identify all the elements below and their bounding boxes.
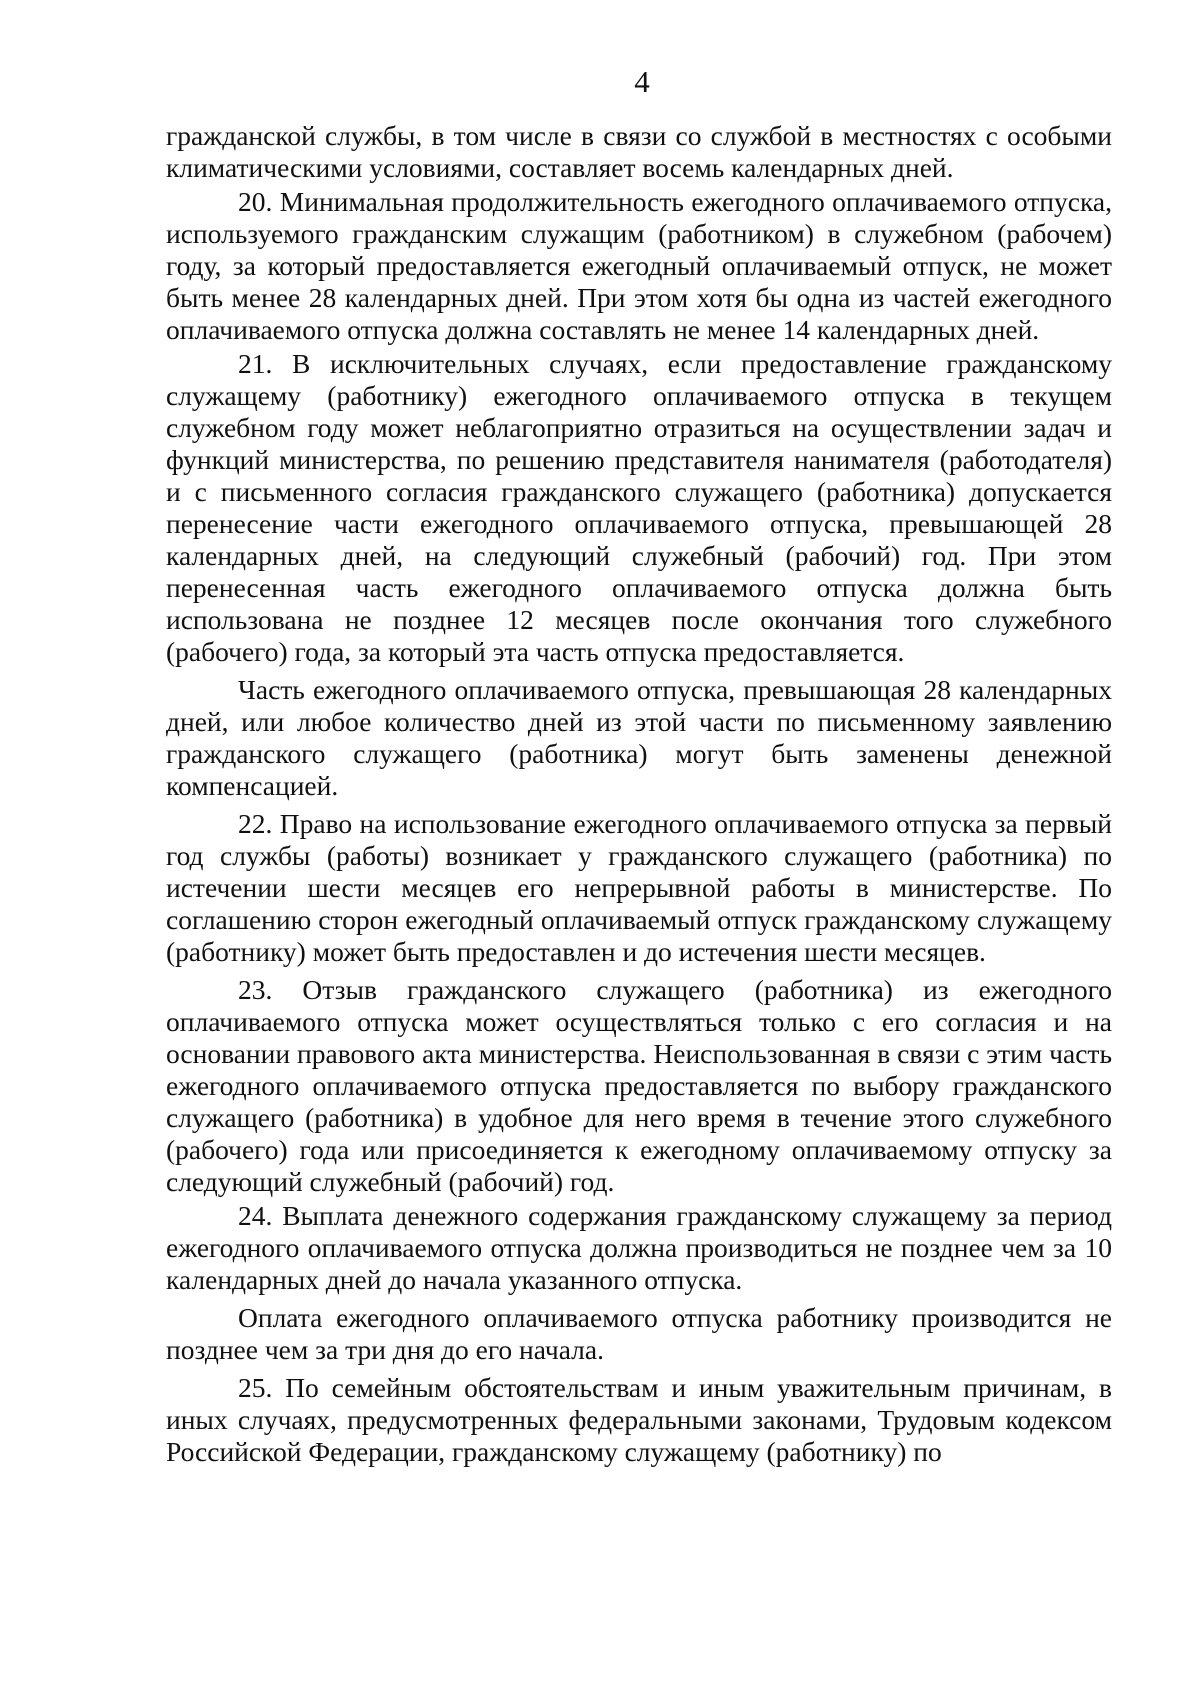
paragraph-item-21: 21. В исключительных случаях, если предоставление гражданскому служащему (работнику) ежегодного оплачиваемого отпуска в текущем служебном году может неблагоприятно отразиться на осуществлении задач и функций министерства, по решению представителя нанимателя (работодателя) и с письменного согласия гражданского служащего (работника) допускается перенесение части ежегодного оплачиваемого отпуска, превышающей 28 календарных дней, на следующий служебный (рабочий) год. При этом перенесенная часть ежегодного оплачиваемого отпуска должна быть использована не позднее 12 месяцев после окончания того служебного (рабочего) года, за который эта часть отпуска предоставляется. (166, 348, 1112, 667)
paragraph-item-24-payment: Оплата ежегодного оплачиваемого отпуска работнику производится не позднее чем за три дня до его начала. (166, 1302, 1112, 1365)
paragraph-continuation: гражданской службы, в том числе в связи со службой в местностях с особыми климатическими условиями, составляет восемь календарных дней. (166, 120, 1112, 183)
paragraph-item-23: 23. Отзыв гражданского служащего (работника) из ежегодного оплачиваемого отпуска может осуществляться только с его согласия и на основании правового акта министерства. Неиспользованная в связи с этим часть ежегодного оплачиваемого отпуска предоставляется по выбору гражданского служащего (работника) в удобное для него время в течение этого служебного (рабочего) года или присоединяется к ежегодному оплачиваемому отпуску за следующий служебный (рабочий) год. (166, 974, 1112, 1197)
document-body (166, 120, 1112, 1468)
paragraph-item-22: 22. Право на использование ежегодного оплачиваемого отпуска за первый год службы (работы) возникает у гражданского служащего (работника) по истечении шести месяцев его непрерывной работы в министерстве. По соглашению сторон ежегодный оплачиваемый отпуск гражданскому служащему (работнику) может быть предоставлен и до истечения шести месяцев. (166, 808, 1112, 967)
paragraph-item-24: 24. Выплата денежного содержания гражданскому служащему за период ежегодного оплачиваемого отпуска должна производиться не позднее чем за 10 календарных дней до начала указанного отпуска. (166, 1200, 1112, 1295)
page-number: 4 (634, 64, 650, 99)
paragraph-item-25: 25. По семейным обстоятельствам и иным уважительным причинам, в иных случаях, предусмотренных федеральными законами, Трудовым кодексом Российской Федерации, гражданскому служащему (работнику) по (166, 1372, 1112, 1467)
paragraph-item-21-part: Часть ежегодного оплачиваемого отпуска, превышающая 28 календарных дней, или любое количество дней из этой части по письменному заявлению гражданского служащего (работника) могут быть заменены денежной компенсацией. (166, 674, 1112, 801)
paragraph-item-20: 20. Минимальная продолжительность ежегодного оплачиваемого отпуска, используемого гражданским служащим (работником) в служебном (рабочем) году, за который предоставляется ежегодный оплачиваемый отпуск, не может быть менее 28 календарных дней. При этом хотя бы одна из частей ежегодного оплачиваемого отпуска должна составлять не менее 14 календарных дней. (166, 186, 1112, 345)
